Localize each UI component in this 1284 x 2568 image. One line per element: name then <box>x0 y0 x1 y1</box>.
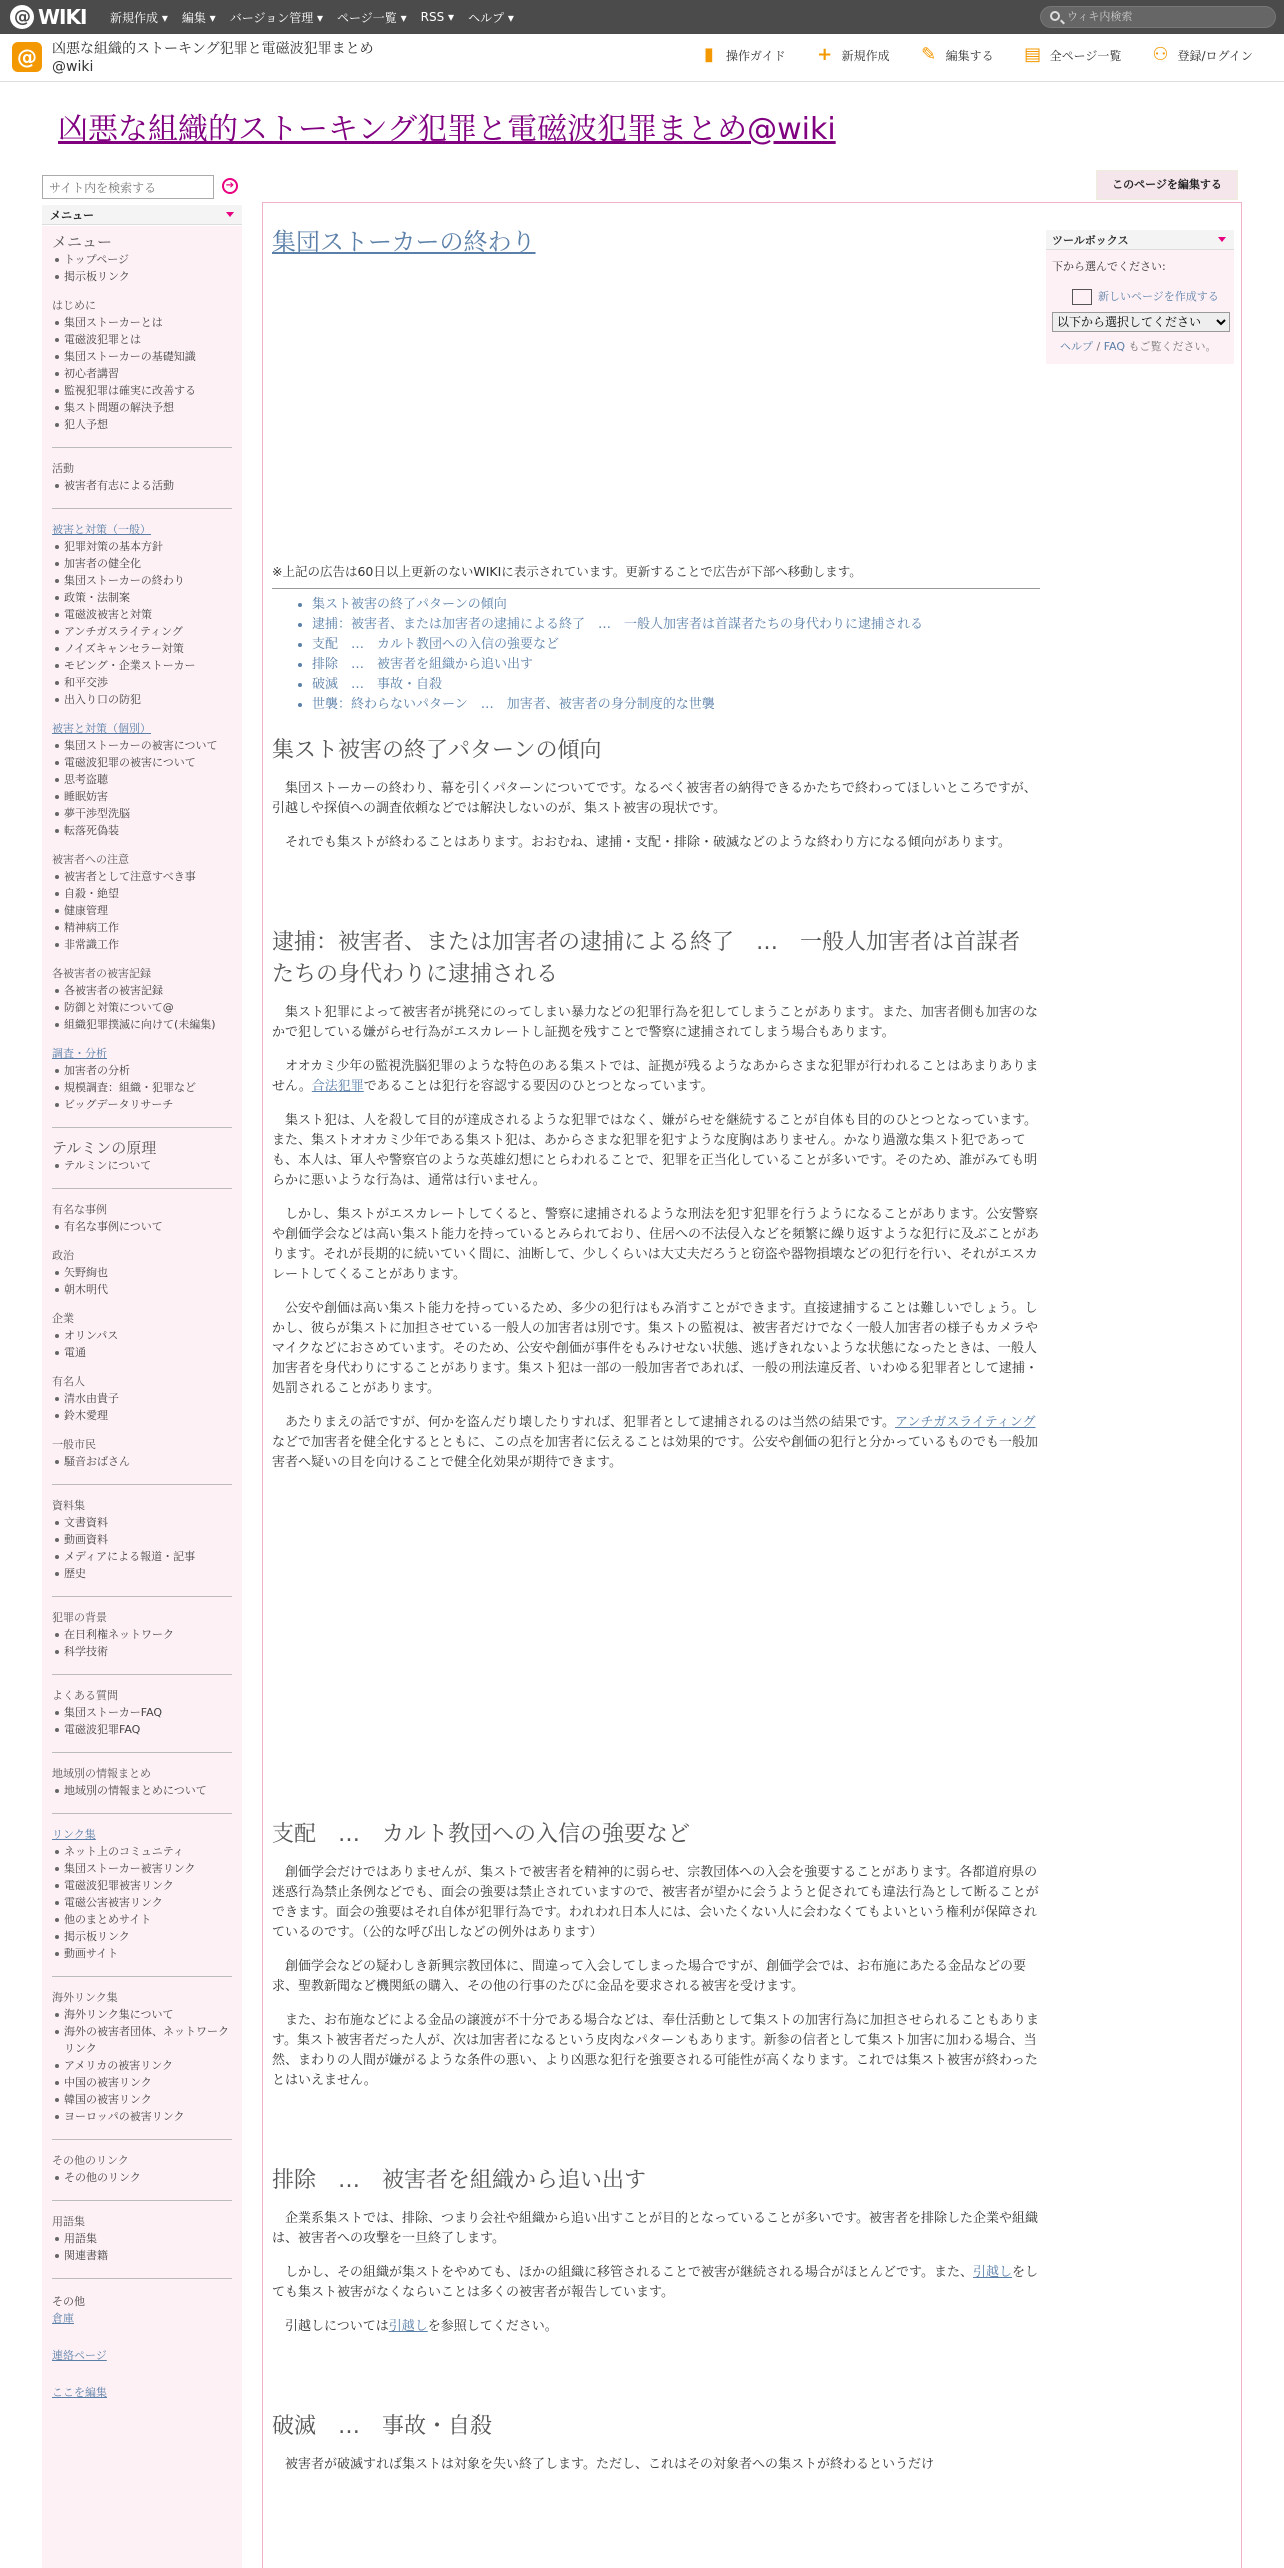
toc-item <box>292 695 1040 715</box>
paragraph: 公安や創価は高い集スト能力を持っているため、多少の犯行はもみ消すことができます。直接逮捕することは難しいでしょう。しかし、彼らが集ストに加担させている一般人の加害者は別です。集ストの監視は、被害者だけでなく一般人加害者の様子もカメラやマイクなどにおさめています。そのため、公安や創価が事件をもみけせない状態、逃げきれないような状態になったときは、一般人加害者を身代わりにすることがあります。集スト犯は一部の一般加害者であれば、一般の刑法違反者、いわゆる犯罪者として逮捕・処罰されることがあります。 <box>272 1301 1038 1396</box>
ad-space-2 <box>272 1487 1040 1799</box>
sidebar-item[interactable]: 集団ストーカー被害リンク <box>52 1860 232 1877</box>
users-icon: ⚇ <box>1152 44 1169 65</box>
warehouse-link[interactable]: 倉庫 <box>52 2312 74 2325</box>
moving-link[interactable]: 引越し <box>972 2265 1012 2280</box>
divider <box>52 2200 232 2201</box>
toc-item <box>292 655 1040 675</box>
divider <box>52 1188 232 1189</box>
sidebar-item[interactable]: テルミンについて <box>52 1157 232 1174</box>
wiki-logo-icon[interactable]: @ <box>12 42 42 72</box>
sidebar-item[interactable]: 電磁波犯罪とは <box>52 331 232 348</box>
site-title-link[interactable]: 凶悪な組織的ストーキング犯罪と電磁波犯罪まとめ@wiki <box>58 112 836 147</box>
menu-header[interactable]: メニュー <box>42 205 242 225</box>
sidebar-group-title: 用語集 <box>52 2215 85 2228</box>
divider <box>52 2139 232 2140</box>
sidebar-group-title: 海外リンク集 <box>52 1991 118 2004</box>
sidebar-item[interactable]: 海外の被害者団体、ネットワークリンク <box>52 2023 232 2057</box>
ad-note: ※上記の広告は60日以上更新のないWIKIに表示されています。更新することで広告が下部へ移動します。 <box>272 562 1040 589</box>
top-menu <box>110 0 514 34</box>
sidebar-item[interactable]: 睡眠妨害 <box>52 788 232 805</box>
sidebar-group-title[interactable]: リンク集 <box>52 1828 96 1841</box>
sidebar-list <box>52 1218 232 1235</box>
sidebar-group-title: 一般市民 <box>52 1438 96 1451</box>
sidebar-item[interactable]: 集団ストーカーの被害について <box>52 737 232 754</box>
sidebar-item[interactable]: メディアによる報道・記事 <box>52 1548 232 1565</box>
sidebar-item[interactable]: 加害者の分析 <box>52 1062 232 1079</box>
sidebar-item[interactable]: 集スト問題の解決予想 <box>52 399 232 416</box>
section-exclusion <box>272 2165 1040 2337</box>
new-page-icon <box>1072 289 1092 305</box>
sidebar-item[interactable]: ヨーロッパの被害リンク <box>52 2108 232 2125</box>
page-icon: ▤ <box>1024 44 1042 65</box>
toc-item <box>292 635 1040 655</box>
divider <box>52 1596 232 1597</box>
toc-item <box>292 675 1040 695</box>
sidebar-list <box>52 1062 232 1113</box>
sidebar-item[interactable]: モビング・企業ストーカー <box>52 657 232 674</box>
sidebar-item[interactable]: 犯罪対策の基本方針 <box>52 538 232 555</box>
sidebar-item[interactable]: アメリカの被害リンク <box>52 2057 232 2074</box>
menu-version[interactable]: バージョン管理 ▾ <box>229 10 324 25</box>
paragraph: また、お布施などによる金品の譲渡が不十分である場合などは、奉仕活動として集ストの加害行為に加担させられることもあります。集スト被害者だった人が、次は加害者になるという皮肉なパターンもあります。新参の信者として集スト加害に加わる場合、当然、まわりの人間が嫌がるような条件の悪い、より凶悪な犯行を強要される可能性が高くなります。これでは集スト被害が終わったとはいえません。 <box>272 2013 1040 2088</box>
sidebar-item[interactable]: その他のリンク <box>52 2169 232 2186</box>
ad-space <box>272 272 1040 562</box>
sidebar-item[interactable]: 集団ストーカーの終わり <box>52 572 232 589</box>
header-nav-4[interactable]: ⚇ 登録/ログイン <box>1152 44 1253 65</box>
header-nav-1[interactable]: + 新規作成 <box>817 44 890 65</box>
sidebar-item[interactable]: 思考盗聴 <box>52 771 232 788</box>
sidebar-group-title: はじめに <box>52 299 96 312</box>
sidebar-item[interactable]: 電磁波犯罪の被害について <box>52 754 232 771</box>
toc-item <box>292 615 1040 635</box>
paragraph: しかし、その組織が集ストをやめても、ほかの組織に移管されることで被害が継続される場合がほとんどです。また、引越しをしても集スト被害がなくならいことは多くの被害者が報告しています。 <box>272 2265 1038 2300</box>
plus-icon: + <box>817 44 833 65</box>
sidebar-group-title[interactable]: 被害と対策（個別） <box>52 722 151 735</box>
sidebar-item[interactable]: 規模調査：組織・犯罪など <box>52 1079 232 1096</box>
sidebar-item[interactable]: 騒音おばさん <box>52 1453 232 1470</box>
main-content <box>272 228 1040 2489</box>
divider <box>52 1674 232 1675</box>
sidebar-list <box>52 2169 232 2186</box>
section-end-patterns <box>272 735 1040 853</box>
contact-page-link[interactable]: 連絡ページ <box>52 2349 107 2362</box>
paragraph: 集団ストーカーの終わり、幕を引くパターンについてです。なるべく被害者の納得できるかたちで終わってほしいところですが、引越しや探偵への調査依頼などでは解決しないのが、集スト被害の現状です。 <box>272 781 1037 816</box>
sidebar-list <box>52 1626 232 1660</box>
paragraph: 被害者が破滅すれば集ストは対象を失い終了します。ただし、これはその対象者への集ストが終わるというだけ <box>285 2457 934 2472</box>
pencil-icon: ✎ <box>921 44 937 65</box>
section-arrest <box>272 927 1040 1473</box>
sidebar-list <box>52 1843 232 1962</box>
toc-link[interactable]: 排除 … 被害者を組織から追い出す <box>312 657 534 672</box>
sidebar-item[interactable]: 監視犯罪は確実に改善する <box>52 382 232 399</box>
section-heading: 排除 … 被害者を組織から追い出す <box>272 2168 647 2193</box>
sidebar-list <box>52 1704 232 1738</box>
toc-link[interactable]: 集スト被害の終了パターンの傾向 <box>312 597 507 612</box>
paragraph: 創価学会などの疑わしき新興宗教団体に、間違って入会してしまった場合ですが、創価学会では、お布施にあたる金品などの要求、聖教新聞など機関紙の購入、その他の行事のたびに金品を要求される被害を受けます。 <box>272 1959 1027 1994</box>
sidebar-group-title: テルミンの原理 <box>52 1139 157 1157</box>
sidebar-item[interactable]: 集団ストーカーFAQ <box>52 1704 232 1721</box>
paragraph: オオカミ少年の監視洗脳犯罪のような特色のある集ストでは、証拠が残るようなあからさまな犯罪が行われることはあまりありません。合法犯罪であることは犯行を容認する要因のひとつとなっています。 <box>272 1059 1039 1094</box>
paragraph: それでも集ストが終わることはあります。おおむね、逮捕・支配・排除・破滅などのような終わり方になる傾向があります。 <box>285 835 1011 850</box>
sidebar-group-title[interactable]: 調査・分析 <box>52 1047 107 1060</box>
sidebar-item[interactable]: 海外リンク集について <box>52 2006 232 2023</box>
sidebar-item[interactable]: 鈴木愛理 <box>52 1407 232 1424</box>
collapse-arrow-icon[interactable] <box>226 212 234 217</box>
section-ruin <box>272 2411 1040 2475</box>
header-nav-3[interactable]: ▤ 全ページ一覧 <box>1024 44 1122 65</box>
divider <box>52 508 232 509</box>
sidebar-item[interactable]: 被害者として注意すべき事 <box>52 868 232 885</box>
toolbox <box>1046 230 1234 364</box>
menu-help[interactable]: ヘルプ ▾ <box>468 10 514 25</box>
paragraph: 集スト犯罪によって被害者が挑発にのってしまい暴力などの犯罪行為を犯してしまうことがあります。また、加害者側も加害のなかで犯している嫌がらせ行為がエスカレートし証拠を残すことで警察に逮捕されてしまう場合もあります。 <box>272 1005 1038 1040</box>
toc-link[interactable]: 破滅 … 事故・自殺 <box>312 677 443 692</box>
sidebar-item[interactable]: ノイズキャンセラー対策 <box>52 640 232 657</box>
sidebar-item[interactable]: 犯人予想 <box>52 416 232 433</box>
sidebar-item[interactable]: 科学技術 <box>52 1643 232 1660</box>
header-site-title[interactable]: 凶悪な組織的ストーキング犯罪と電磁波犯罪まとめ@wiki <box>52 41 374 75</box>
page-title[interactable]: 集団ストーカーの終わり <box>272 228 536 256</box>
site-search-input[interactable]: サイト内を検索する <box>42 175 214 199</box>
header-nav <box>700 46 1253 64</box>
paragraph: 創価学会だけではありませんが、集ストで被害者を精神的に弱らせ、宗教団体への入会を強要することがあります。各都道府県の迷惑行為禁止条例などでも、面会の強要は禁止されていますので、被害者が望かに会うようと促されても違法行為として断ることができます。面会の強要はそれ自体が犯罪行為です。われわれ日本人には、会いたくない人に会わなくてもよいという権利が保障されているのです。（公的な呼び出しなどの例外はあります） <box>272 1865 1039 1940</box>
sidebar-item[interactable]: 初心者講習 <box>52 365 232 382</box>
sidebar-group-title[interactable]: 被害と対策（一般） <box>52 523 151 536</box>
collapse-arrow-icon[interactable] <box>1218 237 1226 242</box>
toc-link[interactable]: 世襲：終わらないパターン … 加害者、被害者の身分制度的な世襲 <box>312 697 715 712</box>
sidebar-item[interactable]: 清水由貴子 <box>52 1390 232 1407</box>
sidebar-list <box>52 1514 232 1582</box>
toolbox-select[interactable] <box>1052 312 1230 332</box>
sidebar-item[interactable]: 集団ストーカーとは <box>52 314 232 331</box>
sidebar-list <box>52 1157 232 1174</box>
menu-rss[interactable]: RSS ▾ <box>420 10 455 24</box>
toc-link[interactable]: 支配 … カルト教団への入信の強要など <box>312 637 560 652</box>
paragraph: 企業系集ストでは、排除、つまり会社や組織から追い出すことが目的となっていることが多いです。被害者を排除した企業や組織は、被害者への攻撃を一旦終了します。 <box>272 2211 1038 2246</box>
divider <box>52 1813 232 1814</box>
sidebar-item[interactable]: 電通 <box>52 1344 232 1361</box>
sidebar-list <box>52 1782 232 1799</box>
sidebar-list <box>52 1327 232 1361</box>
paragraph: 集スト犯は、人を殺して目的が達成されるような犯罪ではなく、嫌がらせを継続することが自体も目的のひとつとなっています。また、集ストオオカミ少年である集スト犯は、あからさまな犯罪を犯すような度胸はありません。かなり過激な集スト犯であっても、本人は、軍人や警察官のような英雄幻想にとらわれることで、犯罪を正当化していることが多いです。そのため、誰がみても明らかに悪いような行為は、通常は行いません。 <box>272 1113 1038 1188</box>
sidebar-item[interactable]: 防御と対策について@ <box>52 999 232 1016</box>
sidebar-item[interactable]: 転落死偽装 <box>52 822 232 839</box>
sidebar-group-title: 企業 <box>52 1312 74 1325</box>
sidebar-item[interactable]: 電磁公害被害リンク <box>52 1894 232 1911</box>
sidebar-group-title: 活動 <box>52 462 74 475</box>
help-line: ヘルプ / FAQ もご覧ください。 <box>1060 340 1217 353</box>
sidebar-item[interactable]: 電磁波被害と対策 <box>52 606 232 623</box>
sidebar-list <box>52 2230 232 2264</box>
sidebar-menu <box>42 226 242 2568</box>
help-link[interactable]: ヘルプ <box>1060 340 1093 353</box>
section-heading: 支配 … カルト教団への入信の強要など <box>272 1822 691 1847</box>
sidebar-item[interactable]: 被害者有志による活動 <box>52 477 232 494</box>
section-heading: 破滅 … 事故・自殺 <box>272 2414 493 2439</box>
menu-pages[interactable]: ページ一覧 ▾ <box>337 10 407 25</box>
wiki-search-input[interactable]: ウィキ内検索 <box>1040 6 1276 28</box>
sidebar-item[interactable]: 韓国の被害リンク <box>52 2091 232 2108</box>
top-bar <box>0 0 1284 34</box>
sidebar-item[interactable]: 有名な事例について <box>52 1218 232 1235</box>
sidebar-list <box>52 982 232 1033</box>
sidebar-item[interactable]: 出入り口の防犯 <box>52 691 232 708</box>
sidebar-item[interactable]: 掲示板リンク <box>52 1928 232 1945</box>
sidebar-item[interactable]: 歴史 <box>52 1565 232 1582</box>
sidebar-item[interactable]: 在日利権ネットワーク <box>52 1626 232 1643</box>
sidebar-item[interactable]: アンチガスライティング <box>52 623 232 640</box>
search-icon <box>1050 11 1060 21</box>
at-icon: @ <box>10 5 34 29</box>
paragraph: あたりまえの話ですが、何かを盗んだり壊したりすれば、犯罪者として逮捕されるのは当然の結果です。アンチガスライティングなどで加害者を健全化するとともに、この点を加害者に伝えることは効果的です。公安や創価の犯行と分かっているものでも一般加害者へ疑いの目を向けることで健全化効果が期待できます。 <box>272 1415 1038 1470</box>
section-heading: 集スト被害の終了パターンの傾向 <box>272 738 602 763</box>
moving-link[interactable]: 引越し <box>388 2319 428 2334</box>
sidebar-group-title: 地域別の情報まとめ <box>52 1767 151 1780</box>
header-nav-0[interactable]: ▮ 操作ガイド <box>700 46 786 64</box>
divider <box>52 1976 232 1977</box>
sidebar-group-title: その他のリンク <box>52 2154 129 2167</box>
sidebar-group-title: 各被害者の被害記録 <box>52 967 151 980</box>
sidebar-item[interactable]: 矢野絢也 <box>52 1264 232 1281</box>
sidebar-item[interactable]: 動画資料 <box>52 1531 232 1548</box>
section-heading: 逮捕：被害者、または加害者の逮捕による終了 … 一般人加害者は首謀者たちの身代わりに逮捕される <box>272 930 1021 987</box>
sidebar-other-label: その他 <box>52 2295 85 2308</box>
sidebar-item[interactable]: 用語集 <box>52 2230 232 2247</box>
table-of-contents <box>292 595 1040 715</box>
sidebar-item[interactable]: 加害者の健全化 <box>52 555 232 572</box>
sidebar-item[interactable]: 関連書籍 <box>52 2247 232 2264</box>
sidebar-item[interactable]: 電磁波犯罪被害リンク <box>52 1877 232 1894</box>
sidebar-group-title: メニュー <box>52 233 113 251</box>
sidebar-item[interactable]: 集団ストーカーの基礎知識 <box>52 348 232 365</box>
sidebar-item[interactable]: 電磁波犯罪FAQ <box>52 1721 232 1738</box>
menu-new[interactable]: 新規作成 ▾ <box>110 10 168 25</box>
sidebar-item[interactable]: トップページ <box>52 251 232 268</box>
edit-page-button[interactable]: このページを編集する <box>1096 170 1238 200</box>
sidebar-list <box>52 1264 232 1298</box>
sidebar-item[interactable]: 文書資料 <box>52 1514 232 1531</box>
sidebar-group-title: 犯罪の背景 <box>52 1611 107 1624</box>
sidebar-list <box>52 477 232 494</box>
divider <box>52 1752 232 1753</box>
sidebar-list <box>52 1390 232 1424</box>
book-icon: ▮ <box>704 44 714 65</box>
search-go-icon[interactable]: ➔ <box>222 178 238 194</box>
paragraph: 引越しについては引越しを参照してください。 <box>285 2319 558 2334</box>
sidebar-item[interactable]: 自殺・絶望 <box>52 885 232 902</box>
divider <box>52 1127 232 1128</box>
paragraph: しかし、集ストがエスカレートしてくると、警察に逮捕されるような刑法を犯す犯罪を行うようになることがあります。公安警察や創価学会などは高い集スト能力を持っているとみられており、住居への不法侵入などを頻繁に繰り返すような犯行に及ぶことがあります。それが長期的に続いていく間に、油断して、少しくらいは大丈夫だろうと窃盗や器物損壊などの犯行を行い、それがエスカレートしてくることがあります。 <box>272 1207 1040 1282</box>
sidebar-group-title: 有名人 <box>52 1375 85 1388</box>
sidebar-item[interactable]: 非常識工作 <box>52 936 232 953</box>
toolbox-header[interactable]: ツールボックス <box>1046 230 1234 250</box>
sidebar-group-title: よくある質問 <box>52 1689 118 1702</box>
section-control <box>272 1819 1040 2091</box>
sidebar-list <box>52 2006 232 2125</box>
sidebar-item[interactable]: 健康管理 <box>52 902 232 919</box>
sidebar-group-title: 有名な事例 <box>52 1203 107 1216</box>
sidebar-item[interactable]: ビッグデータリサーチ <box>52 1096 232 1113</box>
sidebar-group-title: 被害者への注意 <box>52 853 129 866</box>
sidebar-item[interactable]: 地域別の情報まとめについて <box>52 1782 232 1799</box>
anti-gaslighting-link[interactable]: アンチガスライティング <box>894 1415 1036 1430</box>
atwiki-logo[interactable]: @ WIKI <box>10 5 86 29</box>
faq-link[interactable]: FAQ <box>1103 340 1126 353</box>
toolbox-body <box>1046 250 1234 364</box>
toolbox-prompt: 下から選んでください: <box>1052 260 1166 273</box>
sidebar-item[interactable]: 和平交渉 <box>52 674 232 691</box>
sidebar-item[interactable]: 掲示板リンク <box>52 268 232 285</box>
header-nav-2[interactable]: ✎ 編集する <box>921 44 994 65</box>
sidebar-item[interactable]: 朝木明代 <box>52 1281 232 1298</box>
divider <box>52 447 232 448</box>
sidebar-item[interactable]: 動画サイト <box>52 1945 232 1962</box>
sidebar-group-title: 資料集 <box>52 1499 85 1512</box>
divider <box>52 2278 232 2279</box>
toc-link[interactable]: 逮捕：被害者、または加害者の逮捕による終了 … 一般人加害者は首謀者たちの身代わりに逮捕される <box>312 617 924 632</box>
sidebar-item[interactable]: 政策・法制案 <box>52 589 232 606</box>
sidebar-list <box>52 868 232 953</box>
sidebar-item[interactable]: 中国の被害リンク <box>52 2074 232 2091</box>
sidebar-list <box>52 1453 232 1470</box>
sidebar-item[interactable]: オリンパス <box>52 1327 232 1344</box>
sidebar-item[interactable]: ネット上のコミュニティ <box>52 1843 232 1860</box>
sidebar-list <box>52 538 232 708</box>
menu-edit[interactable]: 編集 ▾ <box>181 10 216 25</box>
sidebar-list <box>52 737 232 839</box>
sidebar-item[interactable]: 組織犯罪撲滅に向けて(未編集) <box>52 1016 232 1033</box>
sidebar-item[interactable]: 各被害者の被害記録 <box>52 982 232 999</box>
sidebar-list <box>52 251 232 285</box>
sidebar-item[interactable]: 精神病工作 <box>52 919 232 936</box>
sidebar-item[interactable]: 夢干渉型洗脳 <box>52 805 232 822</box>
sidebar-item[interactable]: 他のまとめサイト <box>52 1911 232 1928</box>
sidebar-list <box>52 314 232 433</box>
divider <box>52 1484 232 1485</box>
sidebar-group-title: 政治 <box>52 1249 74 1262</box>
toc-item <box>292 595 1040 615</box>
new-page-link[interactable]: 新しいページを作成する <box>1072 288 1228 306</box>
edit-menu-link[interactable]: ここを編集 <box>52 2386 107 2399</box>
site-header <box>0 34 1284 82</box>
legal-crime-link[interactable]: 合法犯罪 <box>311 1079 364 1094</box>
